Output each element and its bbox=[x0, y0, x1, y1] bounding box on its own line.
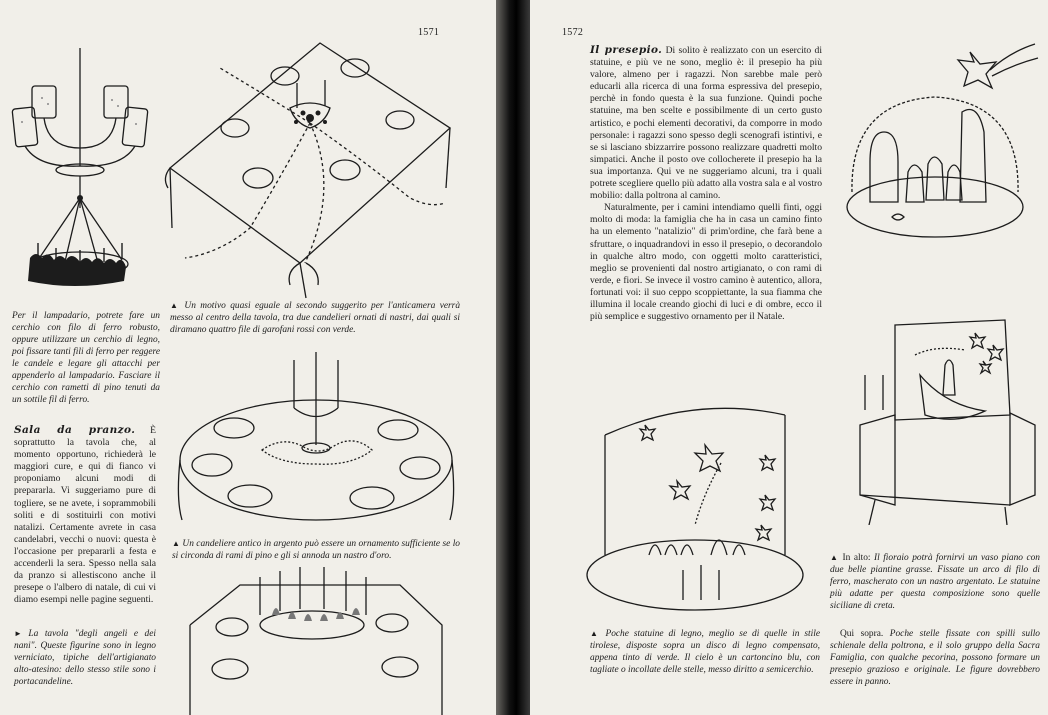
article-presepio bbox=[590, 44, 822, 323]
left-page bbox=[0, 0, 496, 715]
table-ribbons-illustration bbox=[160, 38, 460, 303]
caption-table-ribbons bbox=[170, 300, 460, 336]
page-number: 1571 bbox=[418, 27, 440, 38]
round-table-illustration bbox=[172, 350, 460, 535]
page-gutter bbox=[496, 0, 530, 715]
page-number: 1572 bbox=[562, 27, 584, 38]
caption-round-table bbox=[172, 538, 460, 562]
triangle-marker-icon: ▲ bbox=[830, 553, 840, 562]
caption-disc-text: Poche statuine di legno, meglio se di quelle in stile tirolese, disposte sopra un disco di legno compensato, appena tinto di verde. Il cielo è un cartoncino blu, con tagliate o incollate delle stelle, messo diritto a semicerchio. bbox=[590, 629, 821, 675]
caption-angels-table bbox=[14, 628, 156, 688]
caption-chandelier: Per il lampadario, potrete fare un cerchio con filo di ferro robusto, oppure utilizzare un cerchio di legno, poi fissare tanti fili di ferro per reggere le candele e legare gli attacchi per appenderlo al lampadario. Fasciare il cerchio con rametti di pino tenuti da un sottile fil di ferro. bbox=[12, 311, 160, 405]
right-page bbox=[530, 0, 1048, 715]
article-paragraph-1: Di solito è realizzato con un esercito di statuine, e più ve ne sono, meglio è: il presepio ha più valore, almeno per i ragazzi. Non sarebbe male però educarli alla ricerca di una forma espressiva del presepio, perchè in fondo questa è la sua funzione. Quindi poche statuine, ma ben scelte e possibilmente di un certo gusto artistico, e pochi elementi decorativi, da comporre in modo personale: i ragazzi sono spesso degli scenografi istintivi, e se si lasciano sbizzarrire possono realizzare quadretti molto simpatici. Anche il posto ove collocherete il presepio ha la sua importanza. Qui ve ne suggeriamo alcuni, tra i quali potrete scegliere quello più adatto alla vostra sala e al vostro mobilio: dalla poltrona al camino. bbox=[590, 45, 822, 202]
caption-nativity-disc bbox=[590, 628, 820, 676]
caption-top-text: Il fioraio potrà fornirvi un vaso piano con due belle piantine grasse. Fissate un arco di filo di ferro, mascherato con un nastro argentato. Le statuine più adatte per questa composizione sono quelle siciliane di creta. bbox=[830, 553, 1040, 611]
nativity-dome-illustration bbox=[830, 42, 1040, 242]
caption-armchair-label: Qui sopra. bbox=[840, 629, 884, 639]
caption-top-right bbox=[830, 552, 1040, 612]
chandelier-illustration bbox=[8, 48, 153, 298]
caption-angels-text: La tavola "degli angeli e dei nani". Queste figurine sono in legno verniciato, tipiche dell'artigianato alto-atesino: dello stesso stile sono i portacandeline. bbox=[14, 629, 156, 687]
caption-armchair bbox=[830, 628, 1040, 688]
caption-round-text: Un candeliere antico in argento può essere un ornamento sufficiente se lo si circonda di rami di pino e gli si annoda un nastro d'oro. bbox=[172, 539, 460, 561]
section-body: È soprattutto la tavola che, al momento opportuno, richiederà le maggiori cure, e qui di fianco vi proponiamo alcuni modi di prepararla. Vi suggeriamo pure di togliere, se ne avete, i soprammobili soliti e di sostituirli con motivi natalizi. Certamente avrete in casa candelabri, vecchi o nuovi: questa è l'occasione per prepararli a festa e accenderli la sera. Spesso nella sala da pranzo si allestiscono anche il presepe o l'albero di natale, di cui vi diamo esempi nelle pagine seguenti. bbox=[14, 425, 156, 606]
caption-table-text: Un motivo quasi eguale al secondo suggerito per l'anticamera verrà messo al centro della tavola, tra due candelieri ornati di nastri, dai quali si diramano quattro file di garofani rossi con verde. bbox=[170, 301, 461, 335]
arrow-marker-icon: ► bbox=[14, 629, 22, 638]
angels-table-illustration bbox=[180, 565, 450, 715]
triangle-marker-icon: ▲ bbox=[172, 539, 180, 548]
section-heading: Sala da pranzo. bbox=[14, 424, 136, 436]
article-paragraph-2: Naturalmente, per i camini intendiamo quelli finti, oggi molto di moda: la famiglia che ha in casa un camino finto ha un elemento "natalizio" di prim'ordine, che farà bene a sfruttare, o inquadrandovi in esso il presepio, o decorandolo in qualche altro modo, con oggetti molto caratteristici, meglio se provenienti dal nostro artigianato, o con rami di verde, e fiori. Se invece il vostro camino è autentico, allora, fortunati voi: il suo ceppo scoppiettante, la sua fiamma che illumina il locale creando giochi di luci e di ombre, ecco il più semplice e suggestivo ornamento per il Natale. bbox=[590, 202, 822, 323]
armchair-nativity-illustration bbox=[835, 315, 1040, 525]
caption-top-label: In alto: bbox=[842, 553, 871, 563]
triangle-marker-icon: ▲ bbox=[590, 629, 601, 638]
section-sala-da-pranzo bbox=[14, 424, 156, 606]
caption-armchair-text: Poche stelle fissate con spilli sullo schienale della poltrona, e il solo gruppo della Sacra Famiglia, con qualche pecorina, possono formare un presepio grazioso e originale. Le figure dovrebbero essere in panno. bbox=[830, 629, 1040, 687]
nativity-disc-illustration bbox=[585, 405, 825, 625]
triangle-marker-icon: ▲ bbox=[170, 301, 180, 310]
article-heading: Il presepio. bbox=[590, 44, 663, 56]
